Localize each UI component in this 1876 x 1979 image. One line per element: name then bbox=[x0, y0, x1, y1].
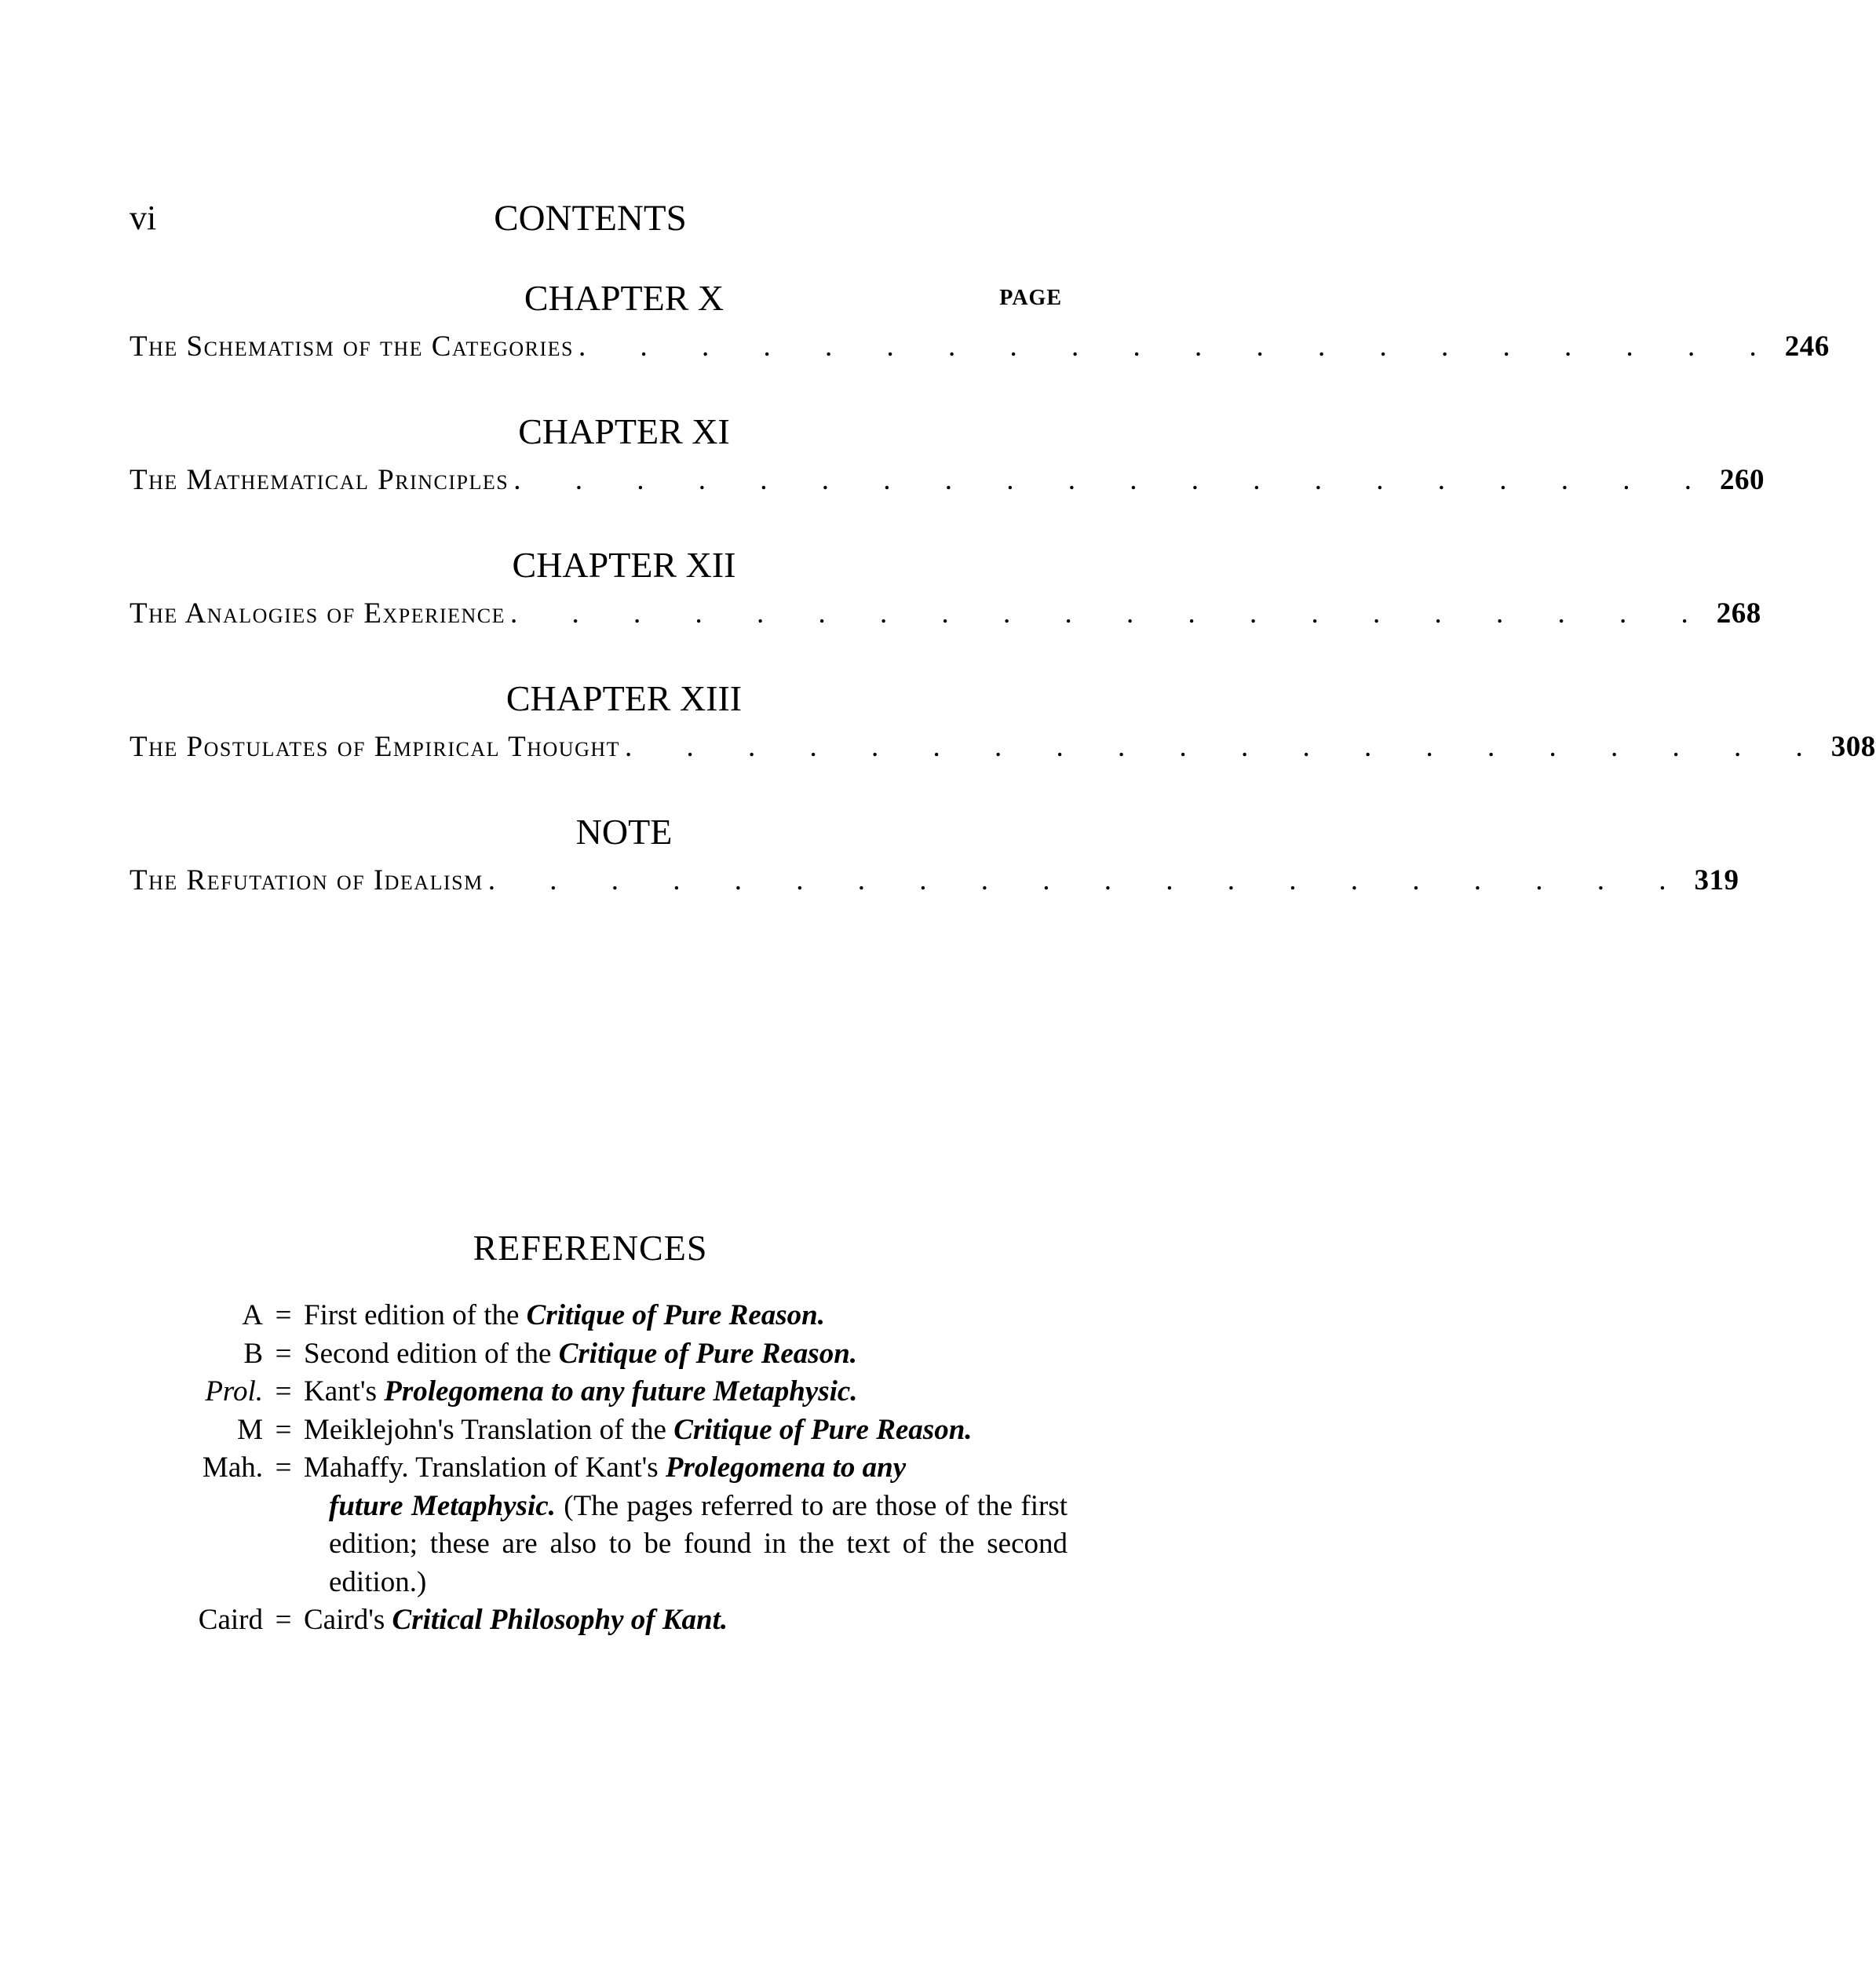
table-of-contents bbox=[130, 276, 1876, 944]
reference-continuation bbox=[304, 1488, 1068, 1602]
toc-section bbox=[130, 677, 1876, 810]
entry-title: The Refutation of Idealism bbox=[130, 864, 484, 896]
toc-section bbox=[130, 543, 1761, 677]
entry-title: The Analogies of Experience bbox=[130, 597, 506, 630]
equals-sign: = bbox=[275, 1299, 292, 1331]
work-title: Critical Philosophy of Kant. bbox=[392, 1604, 728, 1636]
work-title: Critique of Pure Reason. bbox=[673, 1413, 973, 1446]
equals-sign: = bbox=[275, 1413, 292, 1446]
reference-text: Mahaffy. Translation of Kant's bbox=[304, 1451, 666, 1484]
running-head: CONTENTS bbox=[494, 198, 687, 239]
reference-text: Second edition of the bbox=[304, 1337, 559, 1370]
toc-section bbox=[130, 276, 1830, 410]
equals-sign: = bbox=[275, 1375, 292, 1408]
reference-item bbox=[126, 1449, 1068, 1601]
entry-title: The Schematism of the Categories bbox=[130, 330, 574, 363]
toc-entry bbox=[130, 327, 1830, 367]
reference-text: Kant's bbox=[304, 1375, 385, 1408]
toc-entry bbox=[130, 460, 1765, 501]
work-title: Critique of Pure Reason. bbox=[526, 1299, 825, 1331]
work-title: Critique of Pure Reason. bbox=[558, 1337, 858, 1370]
equals-sign: = bbox=[275, 1451, 292, 1484]
reference-description bbox=[304, 1411, 1068, 1450]
reference-item bbox=[126, 1335, 1068, 1374]
work-title: Prolegomena to any bbox=[665, 1451, 907, 1484]
dot-leader: . . . . . . . . . . . . . . . . . . . . bbox=[513, 464, 1715, 496]
entry-page-number: 268 bbox=[1716, 597, 1761, 630]
chapter-heading: CHAPTER XIII bbox=[505, 678, 743, 718]
toc-entry bbox=[130, 593, 1761, 634]
entry-title: The Postulates of Empirical Thought bbox=[130, 731, 621, 763]
reference-abbreviation: Caird bbox=[198, 1604, 263, 1636]
entry-page-number: 260 bbox=[1719, 464, 1765, 496]
reference-description bbox=[304, 1449, 1068, 1601]
entry-page-number: 319 bbox=[1694, 864, 1739, 896]
reference-abbreviation: Mah. bbox=[202, 1451, 263, 1484]
reference-description bbox=[304, 1373, 1068, 1411]
reference-note: (The pages referred to are those of the first edition; these are also to be found in the text of the second edition.) bbox=[329, 1489, 1068, 1598]
dot-leader: . . . . . . . . . . . . . . . . . . . . bbox=[510, 597, 1712, 630]
reference-text: Caird's bbox=[304, 1604, 392, 1636]
reference-abbreviation: M bbox=[237, 1413, 263, 1446]
reference-item bbox=[126, 1297, 1068, 1335]
entry-page-number: 308 bbox=[1830, 731, 1876, 763]
dot-leader: . . . . . . . . . . . . . . . . . . . . bbox=[625, 731, 1827, 763]
reference-item bbox=[126, 1411, 1068, 1450]
reference-abbreviation: B bbox=[243, 1337, 263, 1370]
toc-entry bbox=[130, 860, 1739, 901]
reference-text: Meiklejohn's Translation of the bbox=[304, 1413, 674, 1446]
work-title: Prolegomena to any future Metaphysic. bbox=[384, 1375, 858, 1408]
reference-item bbox=[126, 1601, 1068, 1640]
reference-item bbox=[126, 1373, 1068, 1411]
page-number: vi bbox=[130, 199, 157, 237]
reference-abbreviation: Prol. bbox=[205, 1375, 263, 1408]
dot-leader: . . . . . . . . . . . . . . . . . . . . bbox=[578, 330, 1780, 363]
page-column-label: PAGE bbox=[999, 286, 1062, 310]
chapter-heading: CHAPTER XI bbox=[518, 411, 730, 451]
reference-description bbox=[304, 1335, 1068, 1374]
entry-title: The Mathematical Principles bbox=[130, 464, 509, 496]
toc-section bbox=[130, 410, 1765, 543]
reference-description bbox=[304, 1297, 1068, 1335]
toc-entry bbox=[130, 727, 1876, 768]
work-title-continuation: future Metaphysic. bbox=[329, 1489, 556, 1522]
reference-description bbox=[304, 1601, 1068, 1640]
note-heading: NOTE bbox=[575, 812, 673, 852]
chapter-heading: CHAPTER X bbox=[524, 278, 724, 318]
reference-text: First edition of the bbox=[304, 1299, 527, 1331]
references-list bbox=[126, 1297, 1068, 1640]
equals-sign: = bbox=[275, 1337, 292, 1370]
chapter-heading: CHAPTER XII bbox=[512, 545, 736, 585]
toc-section bbox=[130, 810, 1739, 944]
reference-abbreviation: A bbox=[242, 1299, 263, 1331]
equals-sign: = bbox=[275, 1604, 292, 1636]
references-heading: REFERENCES bbox=[473, 1228, 708, 1268]
entry-page-number: 246 bbox=[1784, 330, 1830, 363]
dot-leader: . . . . . . . . . . . . . . . . . . . . bbox=[487, 864, 1690, 896]
